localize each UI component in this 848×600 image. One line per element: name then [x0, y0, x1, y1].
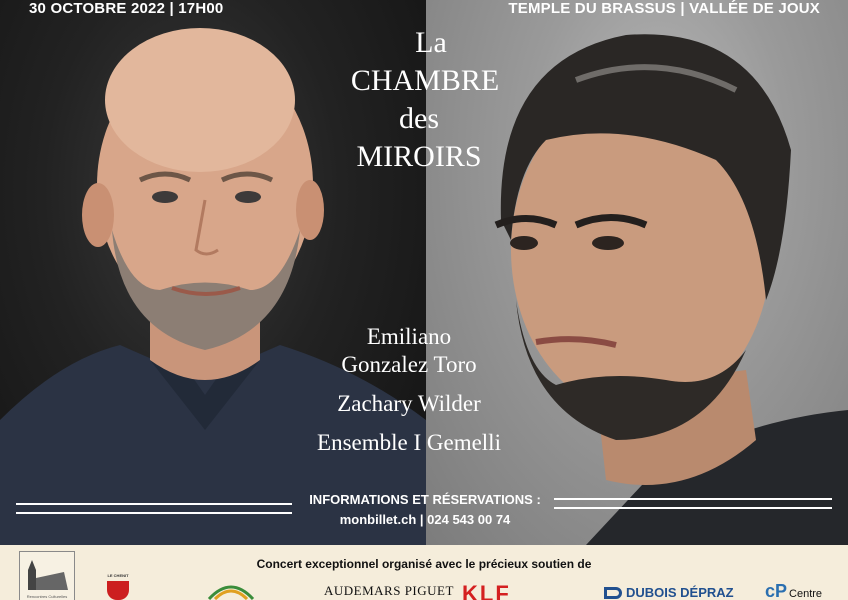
- le-chenit-caption: LE CHENIT: [107, 573, 129, 578]
- event-venue: TEMPLE DU BRASSUS | VALLÉE DE JOUX: [508, 0, 820, 17]
- event-date-time: 30 OCTOBRE 2022 | 17H00: [29, 0, 224, 17]
- title-line-2: CHAMBRE: [350, 64, 500, 97]
- cp-mark-icon: cP: [765, 581, 788, 600]
- church-icon: [20, 552, 74, 592]
- dubois-depraz-label: DUBOIS DÉPRAZ: [626, 585, 734, 600]
- sponsor-footer: [0, 545, 848, 600]
- concert-title: [300, 24, 550, 176]
- shield-icon: [107, 581, 129, 600]
- centre-label: Centre: [789, 588, 823, 600]
- fondation-logo: [205, 573, 257, 600]
- rencontres-culturelles-logo: [19, 551, 75, 600]
- dubois-depraz-logo: [604, 585, 734, 600]
- decorative-rule: [554, 507, 832, 509]
- decorative-rule: [16, 512, 292, 514]
- rencontres-caption: Rencontres Culturelles: [26, 594, 68, 599]
- title-line-1: La: [415, 26, 447, 59]
- centre-logo: [765, 581, 822, 600]
- info-heading: INFORMATIONS ET RÉSERVATIONS :: [309, 492, 541, 507]
- klf-logo: KLF: [462, 581, 511, 600]
- decorative-rule: [554, 498, 832, 500]
- performer-1-first-name: Emiliano: [366, 324, 452, 349]
- audemars-piguet-logo: AUDEMARS PIGUET: [324, 583, 454, 598]
- performer-1-last-name: Gonzalez Toro: [341, 352, 477, 377]
- title-line-3: des: [399, 102, 439, 135]
- info-block: [300, 490, 550, 530]
- performer-2: Zachary Wilder: [337, 391, 481, 416]
- info-contact: monbillet.ch | 024 543 00 74: [339, 512, 511, 527]
- performer-3: Ensemble I Gemelli: [317, 430, 501, 455]
- title-line-4: MIROIRS: [356, 140, 482, 173]
- le-chenit-logo: [103, 575, 133, 600]
- dd-mark-icon: [604, 587, 622, 599]
- sponsor-text: Concert exceptionnel organisé avec le précieux soutien de: [256, 557, 592, 571]
- decorative-rule: [16, 503, 292, 505]
